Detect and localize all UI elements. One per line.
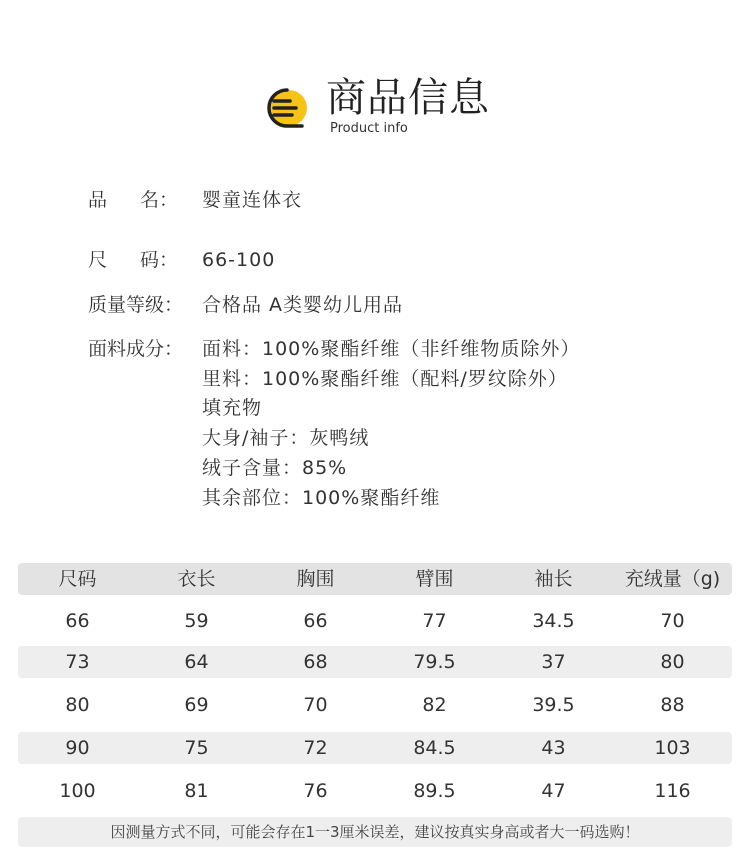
page-subtitle: Product info <box>330 121 408 136</box>
table-cell: 79.5 <box>413 651 456 673</box>
table-header-cell: 胸围 <box>296 568 335 590</box>
grade-label: 质量等级： <box>88 294 184 316</box>
table-cell: 90 <box>65 737 90 759</box>
size-value: 66-100 <box>202 249 276 271</box>
table-row <box>18 689 732 721</box>
table-cell: 89.5 <box>413 780 456 802</box>
measurement-note: 因测量方式不同，可能会存在1一3厘米误差，建议按真实身高或者大一码选购！ <box>18 817 732 847</box>
grade-value: 合格品 A类婴幼儿用品 <box>202 294 404 316</box>
section-header <box>262 72 522 142</box>
table-header-cell: 尺码 <box>58 568 97 590</box>
table-cell: 59 <box>184 610 209 632</box>
table-cell: 68 <box>303 651 328 673</box>
table-cell: 34.5 <box>532 610 575 632</box>
size-label-b: 码： <box>139 249 178 271</box>
table-cell: 75 <box>184 737 209 759</box>
menu-lines-circle-icon <box>262 86 312 130</box>
table-cell: 100 <box>59 780 96 802</box>
table-cell: 47 <box>541 780 566 802</box>
table-cell: 70 <box>303 694 328 716</box>
table-cell: 73 <box>65 651 90 673</box>
table-cell: 103 <box>654 737 691 759</box>
table-cell: 64 <box>184 651 209 673</box>
name-label-a: 品 <box>88 189 108 211</box>
table-header-cell: 袖长 <box>534 568 573 590</box>
size-label-a: 尺 <box>88 249 108 271</box>
table-row <box>18 775 732 807</box>
table-cell: 80 <box>65 694 90 716</box>
composition-line: 里料：100%聚酯纤维（配料/罗纹除外） <box>202 368 568 390</box>
name-label-b: 名： <box>139 189 178 211</box>
name-label <box>88 188 178 212</box>
page-title: 商品信息 <box>326 75 490 121</box>
composition-label: 面料成分： <box>88 338 184 360</box>
composition-line: 大身/袖子：灰鸭绒 <box>202 427 370 449</box>
table-cell: 82 <box>422 694 447 716</box>
composition-line: 填充物 <box>202 397 263 419</box>
table-cell: 66 <box>65 610 90 632</box>
size-label <box>88 248 178 272</box>
table-cell: 70 <box>660 610 685 632</box>
table-header-cell: 充绒量（g) <box>624 568 721 590</box>
table-cell: 80 <box>660 651 685 673</box>
table-cell: 72 <box>303 737 328 759</box>
table-cell: 39.5 <box>532 694 575 716</box>
table-cell: 116 <box>654 780 691 802</box>
table-row <box>18 732 732 764</box>
composition-line: 绒子含量：85% <box>202 457 348 479</box>
table-header-row <box>18 563 732 595</box>
table-row <box>18 646 732 678</box>
table-cell: 84.5 <box>413 737 456 759</box>
composition-line: 其余部位：100%聚酯纤维 <box>202 487 441 509</box>
table-header-cell: 衣长 <box>177 568 216 590</box>
table-cell: 43 <box>541 737 566 759</box>
table-cell: 37 <box>541 651 566 673</box>
table-cell: 69 <box>184 694 209 716</box>
name-value: 婴童连体衣 <box>202 189 303 211</box>
table-cell: 81 <box>184 780 209 802</box>
composition-line: 面料：100%聚酯纤维（非纤维物质除外） <box>202 338 581 360</box>
table-cell: 88 <box>660 694 685 716</box>
table-cell: 66 <box>303 610 328 632</box>
table-cell: 77 <box>422 610 447 632</box>
table-header-cell: 臂围 <box>415 568 454 590</box>
table-row <box>18 605 732 637</box>
table-cell: 76 <box>303 780 328 802</box>
